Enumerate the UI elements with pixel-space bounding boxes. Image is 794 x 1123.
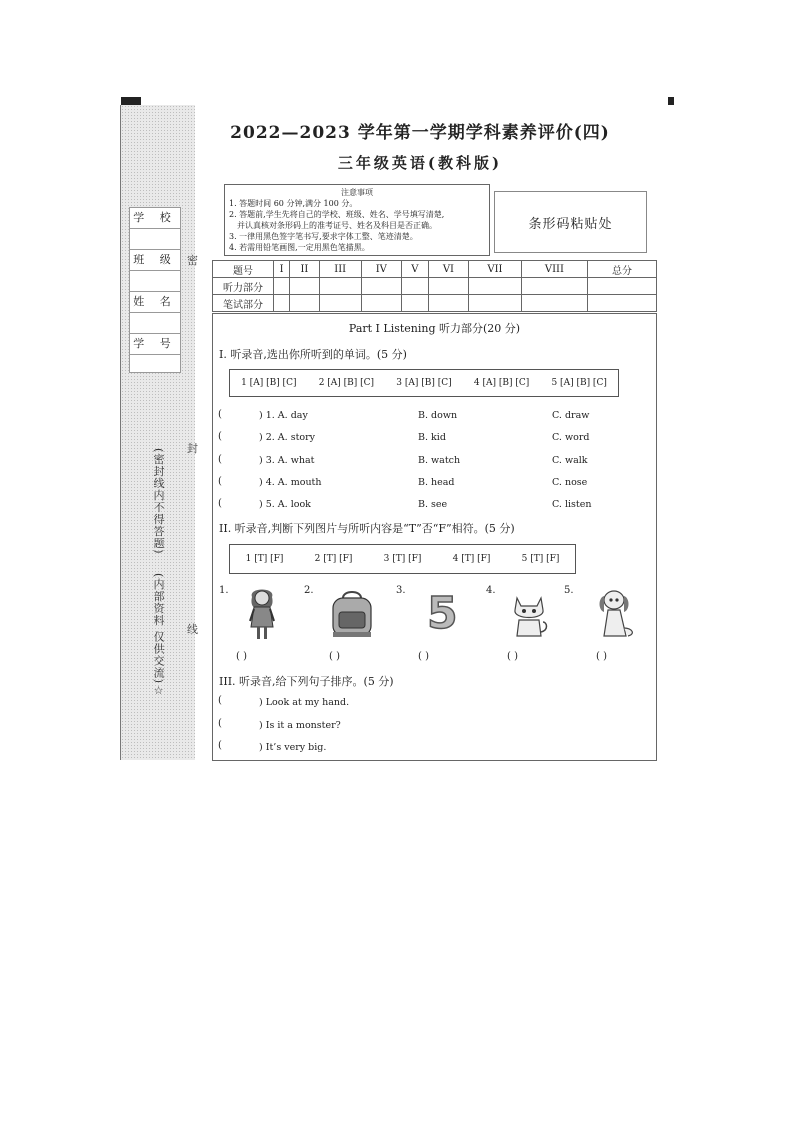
score-header-cell: VII	[468, 261, 521, 278]
answer-paren-open[interactable]: (	[218, 409, 222, 420]
student-info-box	[129, 207, 181, 373]
question-option-a: ) 5. A. look	[259, 499, 311, 510]
question-option-a: ) 1. A. day	[259, 410, 308, 421]
number-five-icon: 5	[427, 588, 458, 639]
page-subtitle: 三年级英语(教科版)	[337, 154, 503, 172]
score-header-cell: IV	[361, 261, 401, 278]
score-header-cell: II	[290, 261, 319, 278]
answer-paren-open[interactable]: (	[218, 718, 222, 729]
cat-icon	[509, 592, 549, 640]
notice-item: 1. 答题时间 60 分钟,满分 100 分。	[229, 199, 358, 208]
answer-paren-open[interactable]: (	[218, 740, 222, 751]
name-blank[interactable]	[130, 313, 180, 334]
score-cell[interactable]	[319, 278, 361, 295]
school-label: 学 校	[130, 208, 180, 229]
school-blank[interactable]	[130, 229, 180, 250]
girl-icon	[244, 583, 280, 643]
seal-char-xian: 线	[187, 623, 198, 636]
class-label: 班 级	[130, 250, 180, 271]
question-option-b: B. see	[418, 499, 448, 510]
question-option-c: C. word	[552, 432, 590, 443]
answer-option[interactable]: 4 [T] [F]	[452, 554, 491, 564]
part-one-title: Part I Listening 听力部分(20 分)	[348, 322, 521, 335]
answer-option[interactable]: 2 [A] [B] [C]	[318, 378, 375, 388]
internal-material-note: (内部资料 仅供交流)☆	[152, 573, 165, 699]
score-cell[interactable]	[274, 295, 290, 312]
score-header-cell: VIII	[521, 261, 587, 278]
seal-char-mi: 密	[187, 254, 198, 267]
score-table-header-row	[213, 261, 657, 278]
score-header-cell: 题号	[213, 261, 274, 278]
notice-item: 4. 若需用铅笔画图,一定用黑色笔描黑。	[229, 243, 370, 252]
score-cell[interactable]	[428, 295, 468, 312]
score-header-cell: VI	[428, 261, 468, 278]
notice-item: 3. 一律用黑色签字笔书写,要求字体工整、笔迹清楚。	[229, 232, 418, 241]
name-label: 姓 名	[130, 292, 180, 313]
section-three-title: III. 听录音,给下列句子排序。(5 分)	[219, 675, 394, 688]
picture-answer-blank[interactable]: ( )	[236, 651, 247, 662]
score-cell[interactable]	[587, 278, 656, 295]
question-option-a: ) 3. A. what	[259, 455, 315, 466]
section-one-title: I. 听录音,选出你所听到的单词。(5 分)	[219, 348, 407, 361]
question-option-c: C. walk	[552, 455, 588, 466]
sentence-item: ) It’s very big.	[259, 742, 327, 753]
score-cell[interactable]	[428, 278, 468, 295]
table-row	[213, 295, 657, 312]
answer-option[interactable]: 2 [T] [F]	[314, 554, 353, 564]
answer-paren-open[interactable]: (	[218, 454, 222, 465]
answer-option[interactable]: 1 [A] [B] [C]	[241, 378, 297, 388]
corner-mark-left	[121, 97, 141, 105]
score-cell[interactable]	[401, 278, 428, 295]
answer-option[interactable]: 5 [T] [F]	[521, 554, 560, 564]
score-cell[interactable]	[521, 295, 587, 312]
picture-answer-blank[interactable]: ( )	[596, 651, 607, 662]
section-one-answer-box	[229, 369, 619, 397]
score-cell[interactable]	[468, 295, 521, 312]
score-cell[interactable]	[319, 295, 361, 312]
answer-paren-open[interactable]: (	[218, 498, 222, 509]
no-answer-note: (密封线内不得答题)	[152, 448, 165, 555]
written-score-label: 笔试部分	[213, 295, 274, 312]
dog-icon	[596, 588, 638, 642]
answer-paren-open[interactable]: (	[218, 476, 222, 487]
listening-score-label: 听力部分	[213, 278, 274, 295]
score-cell[interactable]	[274, 278, 290, 295]
question-option-c: C. nose	[552, 477, 588, 488]
answer-paren-open[interactable]: (	[218, 431, 222, 442]
question-option-a: ) 4. A. mouth	[259, 477, 322, 488]
corner-mark-right	[668, 97, 674, 105]
answer-option[interactable]: 3 [T] [F]	[383, 554, 422, 564]
answer-option[interactable]: 1 [T] [F]	[245, 554, 284, 564]
section-two-answer-box	[229, 544, 576, 574]
score-cell[interactable]	[290, 295, 319, 312]
question-option-c: C. listen	[552, 499, 592, 510]
notice-item: 并认真核对条形码上的准考证号、姓名及科目是否正确。	[237, 221, 437, 230]
answer-option[interactable]: 3 [A] [B] [C]	[396, 378, 452, 388]
question-option-a: ) 2. A. story	[259, 432, 316, 443]
score-header-cell: 总分	[587, 261, 656, 278]
page-title: 2022—2023 学年第一学期学科素养评价(四)	[230, 123, 610, 143]
picture-number: 5.	[564, 585, 574, 596]
sentence-item: ) Is it a monster?	[259, 720, 341, 731]
question-option-b: B. watch	[418, 455, 461, 466]
picture-answer-blank[interactable]: ( )	[507, 651, 518, 662]
score-header-cell: I	[274, 261, 290, 278]
table-row	[213, 278, 657, 295]
seal-char-feng: 封	[187, 442, 198, 455]
picture-number: 3.	[396, 585, 406, 596]
notice-title: 注意事项	[341, 188, 373, 197]
sentence-item: ) Look at my hand.	[259, 697, 350, 708]
score-cell[interactable]	[401, 295, 428, 312]
picture-number: 2.	[304, 585, 314, 596]
question-option-b: B. kid	[418, 432, 446, 443]
score-cell[interactable]	[290, 278, 319, 295]
question-option-b: B. head	[418, 477, 455, 488]
student-id-blank[interactable]	[130, 355, 180, 375]
score-cell[interactable]	[521, 278, 587, 295]
score-cell[interactable]	[468, 278, 521, 295]
picture-number: 1.	[219, 585, 229, 596]
schoolbag-icon	[327, 590, 377, 640]
notice-item: 2. 答题前,学生先将自己的学校、班级、姓名、学号填写清楚,	[229, 210, 445, 219]
picture-number: 4.	[486, 585, 496, 596]
barcode-area: 条形码粘贴处	[494, 191, 647, 253]
score-cell[interactable]	[361, 278, 401, 295]
answer-option[interactable]: 5 [A] [B] [C]	[551, 378, 607, 388]
score-header-cell: V	[401, 261, 428, 278]
class-blank[interactable]	[130, 271, 180, 292]
score-cell[interactable]	[587, 295, 656, 312]
score-cell[interactable]	[361, 295, 401, 312]
section-two-title: II. 听录音,判断下列图片与所听内容是“T”否“F”相符。(5 分)	[219, 522, 515, 535]
picture-answer-blank[interactable]: ( )	[418, 651, 429, 662]
notice-box	[224, 184, 490, 256]
answer-option[interactable]: 4 [A] [B] [C]	[473, 378, 530, 388]
score-table	[212, 260, 657, 312]
picture-answer-blank[interactable]: ( )	[329, 651, 340, 662]
score-header-cell: III	[319, 261, 361, 278]
question-option-b: B. down	[418, 410, 458, 421]
answer-paren-open[interactable]: (	[218, 695, 222, 706]
student-id-label: 学 号	[130, 334, 180, 355]
question-option-c: C. draw	[552, 410, 590, 421]
